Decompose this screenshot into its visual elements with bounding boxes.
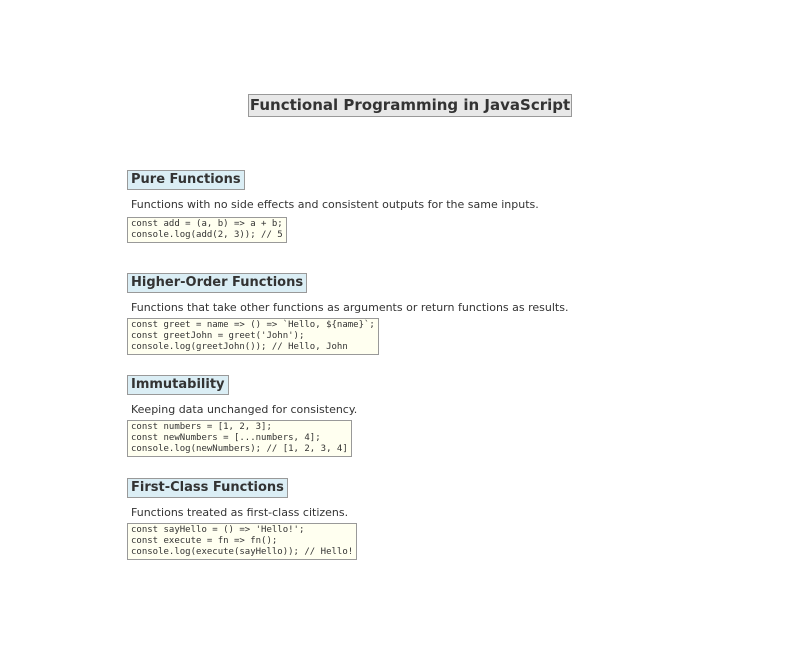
- code-line: const sayHello = () => 'Hello!';: [131, 525, 305, 535]
- section-immutability: [127, 373, 357, 457]
- code-line: const numbers = [1, 2, 3];: [131, 422, 272, 432]
- page-title: Functional Programming in JavaScript: [248, 94, 572, 117]
- code-block: [127, 420, 352, 457]
- section-description: Functions with no side effects and consistent outputs for the same inputs.: [131, 198, 539, 211]
- code-line: const newNumbers = [...numbers, 4];: [131, 433, 321, 443]
- code-block: [127, 318, 379, 355]
- section-higher-order-functions: [127, 271, 568, 355]
- section-heading: Pure Functions: [127, 170, 245, 190]
- section-description: Functions that take other functions as arguments or return functions as results.: [131, 301, 569, 314]
- code-line: console.log(execute(sayHello)); // Hello!: [131, 547, 354, 557]
- code-line: console.log(greetJohn()); // Hello, John: [131, 342, 348, 352]
- section-pure-functions: [127, 168, 539, 243]
- section-description: Keeping data unchanged for consistency.: [131, 403, 358, 416]
- code-line: const add = (a, b) => a + b;: [131, 219, 283, 229]
- code-line: const execute = fn => fn();: [131, 536, 278, 546]
- code-line: const greetJohn = greet('John');: [131, 331, 305, 341]
- section-heading: First-Class Functions: [127, 478, 288, 498]
- section-first-class-functions: [127, 476, 357, 560]
- section-heading: Immutability: [127, 375, 229, 395]
- code-line: console.log(newNumbers); // [1, 2, 3, 4]: [131, 444, 348, 454]
- code-line: const greet = name => () => `Hello, ${name}`;: [131, 320, 375, 330]
- code-block: [127, 523, 357, 560]
- code-block: [127, 217, 287, 243]
- code-line: console.log(add(2, 3)); // 5: [131, 230, 283, 240]
- section-heading: Higher-Order Functions: [127, 273, 307, 293]
- section-description: Functions treated as first-class citizens.: [131, 506, 349, 519]
